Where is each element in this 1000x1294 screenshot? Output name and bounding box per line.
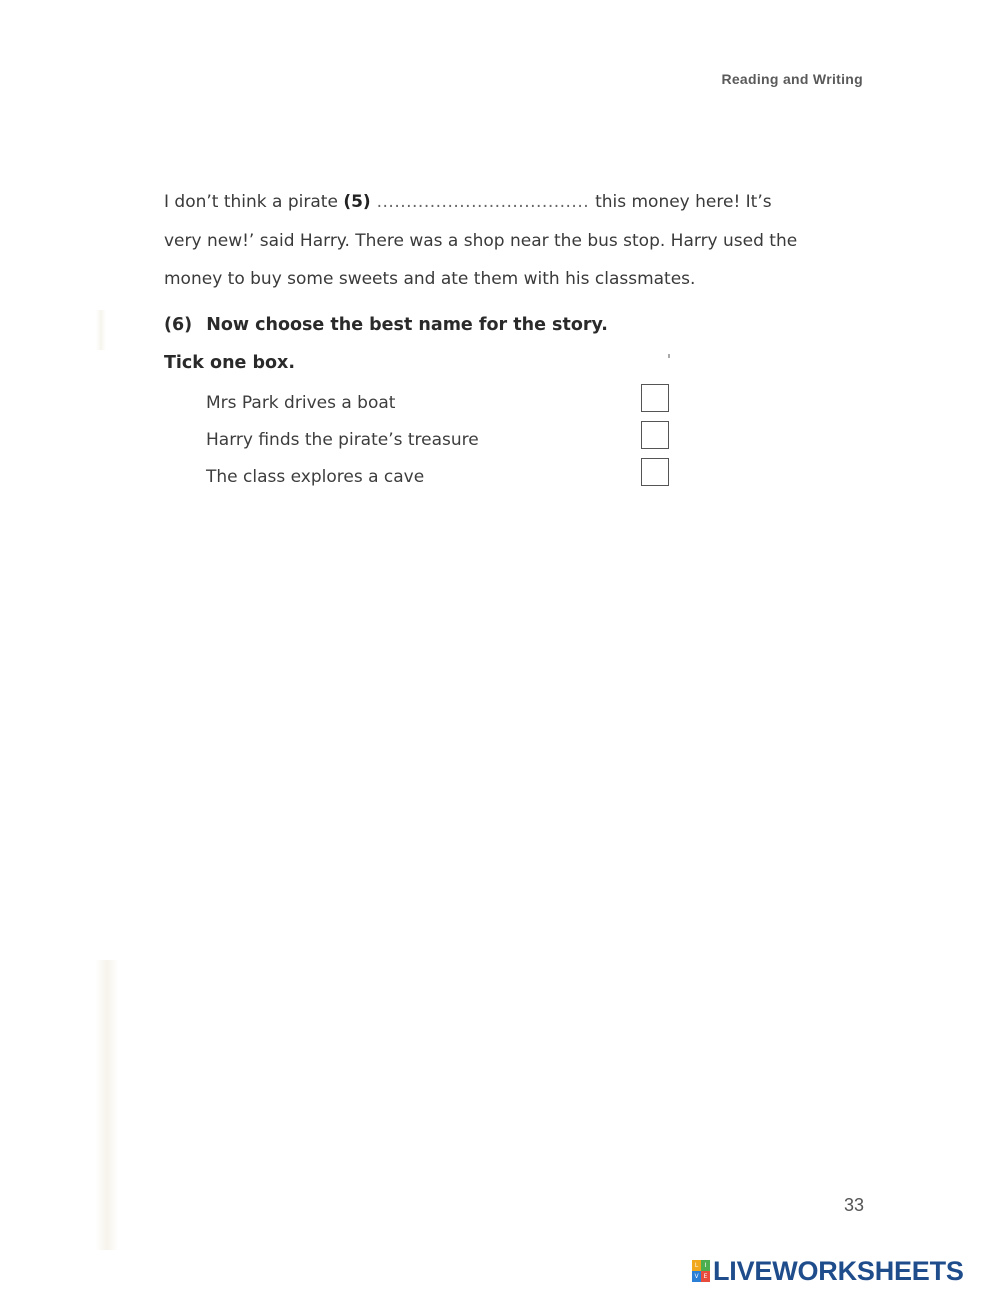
scan-edge-shadow-top: [96, 310, 106, 350]
scan-speck: [668, 354, 670, 358]
option-label: Mrs Park drives a boat: [206, 393, 396, 413]
logo-tile-v: V: [692, 1271, 701, 1282]
page-number: 33: [843, 1195, 864, 1215]
liveworksheets-logo-text: LIVEWORKSHEETS: [713, 1255, 964, 1286]
logo-tile-e: E: [701, 1271, 710, 1282]
story-text: [164, 183, 844, 299]
option-label: Harry finds the pirate’s treasure: [206, 430, 479, 450]
answer-options: [206, 390, 686, 501]
logo-tile-l: L: [692, 1260, 701, 1271]
option-label: The class explores a cave: [206, 467, 425, 487]
question-6-instruction: Now choose the best name for the story.: [206, 315, 608, 335]
option-row: [206, 427, 686, 464]
liveworksheets-logo-icon: [692, 1260, 710, 1282]
question-number-5: (5): [343, 192, 371, 212]
story-line-1: I don’t think a pirate (5) .................................... this money here! It’s: [164, 192, 772, 212]
option-row: [206, 464, 686, 501]
question-6-heading: [164, 315, 608, 335]
tick-box[interactable]: [641, 458, 669, 486]
scan-edge-shadow: [96, 960, 118, 1250]
story-line-2: very new!’ said Harry. There was a shop near the bus stop. Harry used the: [164, 230, 798, 251]
option-row: [206, 390, 686, 427]
question-number-6: (6): [164, 315, 193, 335]
tick-box[interactable]: [641, 384, 669, 412]
liveworksheets-logo: [692, 1256, 964, 1286]
tick-box[interactable]: [641, 421, 669, 449]
section-header: Reading and Writing: [721, 71, 863, 87]
story-line-3: money to buy some sweets and ate them with his classmates.: [164, 269, 696, 289]
logo-tile-i: I: [701, 1260, 710, 1271]
answer-blank-5[interactable]: ....................................: [370, 192, 596, 212]
tick-instruction: Tick one box.: [164, 353, 295, 373]
